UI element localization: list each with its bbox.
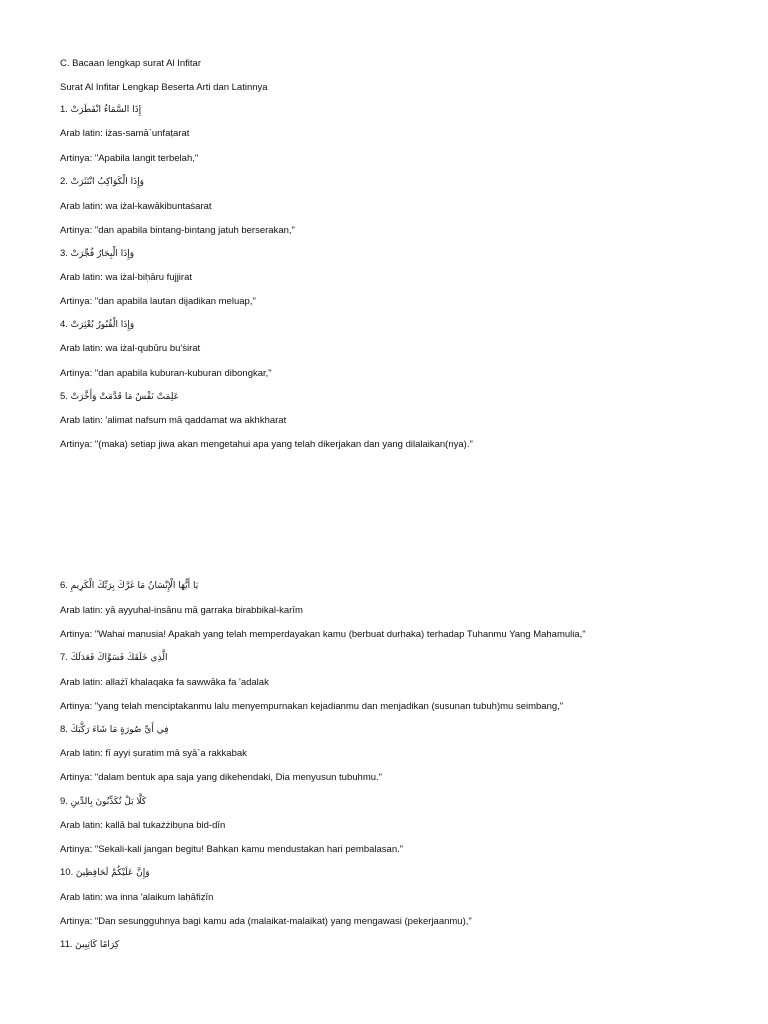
verse-number: 5. [60,391,68,402]
verse-3-number-line [60,248,134,260]
verse-number: 2. [60,176,68,187]
verse-number: 8. [60,724,68,735]
meaning-text: Artinya: "dan apabila kuburan-kuburan dibongkar," [60,368,272,379]
verse-1-number-line [60,104,141,116]
verse-11-number-line [60,939,119,951]
verse-number: 4. [60,319,68,330]
latin-text: Arab latin: wa iżal-biḥāru fujjirat [60,272,193,283]
verse-10-number-line [60,867,150,879]
arabic-text: وَإِذَا الْقُبُورُ بُعْثِرَتْ [70,320,135,330]
latin-text: Arab latin: wa iżal-qubūru bu'ṡirat [60,343,201,354]
meaning-text: Artinya: "Apabila langit terbelah," [60,153,199,164]
heading: C. Bacaan lengkap surat Al Infitar [60,58,201,69]
latin-text: Arab latin: allażī khalaqaka fa sawwāka fa 'adalak [60,677,269,688]
latin-text: Arab latin: kallā bal tukażżibụna bid-dīn [60,820,226,831]
arabic-text: كَلَّا بَلْ تُكَذِّبُونَ بِالدِّينِ [70,797,147,807]
latin-text: Arab latin: 'alimat nafsum mā qaddamat wa akhkharat [60,415,287,426]
latin-text: Arab latin: iżas-samā`unfaṭarat [60,128,190,139]
arabic-text: وَإِذَا الْكَوَاكِبُ انْتَثَرَتْ [70,177,145,187]
meaning-text: Artinya: "yang telah menciptakanmu lalu menyempurnakan kejadianmu dan menjadikan (susunan tubuh)mu seimbang," [60,701,564,712]
verse-7-number-line [60,652,167,664]
meaning-text: Artinya: "(maka) setiap jiwa akan mengetahui apa yang telah dikerjakan dan yang dilalaikan(nya)." [60,439,473,450]
meaning-text: Artinya: "Sekali-kali jangan begitu! Bahkan kamu mendustakan hari pembalasan." [60,844,404,855]
arabic-text: وَإِنَّ عَلَيْكُمْ لَحَافِظِينَ [75,868,150,878]
verse-9-number-line [60,796,146,808]
verse-number: 10. [60,867,74,878]
verse-2-number-line [60,176,144,188]
verse-8-number-line [60,724,169,736]
verse-number: 11. [60,939,73,950]
arabic-text: فِي أَيِّ صُورَةٍ مَا شَاءَ رَكَّبَكَ [70,725,169,735]
arabic-text: عَلِمَتْ نَفْسٌ مَا قَدَّمَتْ وَأَخَّرَتْ [70,392,180,402]
meaning-text: Artinya: "dalam bentuk apa saja yang dikehendaki, Dia menyusun tubuhmu." [60,772,383,783]
verse-number: 6. [60,580,68,591]
subheading: Surat Al Infitar Lengkap Beserta Arti dan Latinnya [60,82,268,93]
verse-6-number-line [60,580,198,592]
meaning-text: Artinya: "Dan sesungguhnya bagi kamu ada (malaikat-malaikat) yang mengawasi (pekerjaanmu)," [60,916,472,927]
arabic-text: الَّذِي خَلَقَكَ فَسَوَّاكَ فَعَدَلَكَ [70,653,168,663]
meaning-text: Artinya: "dan apabila lautan dijadikan meluap," [60,296,256,307]
verse-number: 1. [60,104,68,115]
verse-number: 7. [60,652,68,663]
verse-number: 9. [60,796,68,807]
meaning-text: Artinya: "dan apabila bintang-bintang jatuh berserakan," [60,225,295,236]
verse-5-number-line [60,391,179,403]
arabic-text: وَإِذَا الْبِحَارُ فُجِّرَتْ [70,249,135,259]
latin-text: Arab latin: wa iżal-kawākibuntaṡarat [60,201,212,212]
arabic-text: يَا أَيُّهَا الْإِنْسَانُ مَا غَرَّكَ بِرَبِّكَ الْكَرِيمِ [70,581,199,591]
latin-text: Arab latin: fī ayyi ṣuratim mā syā`a rakkabak [60,748,247,759]
meaning-text: Artinya: "Wahai manusia! Apakah yang telah memperdayakan kamu (berbuat durhaka) terhadap Tuhanmu Yang Mahamulia," [60,629,586,640]
latin-text: Arab latin: yā ayyuhal-insānu mā garraka birabbikal-karīm [60,605,303,616]
arabic-text: كِرَامًا كَاتِبِينَ [75,940,120,950]
verse-number: 3. [60,248,68,259]
verse-4-number-line [60,319,134,331]
arabic-text: إِذَا السَّمَاءُ انْفَطَرَتْ [70,105,142,115]
latin-text: Arab latin: wa inna 'alaikum laḥāfiẓīn [60,892,214,903]
